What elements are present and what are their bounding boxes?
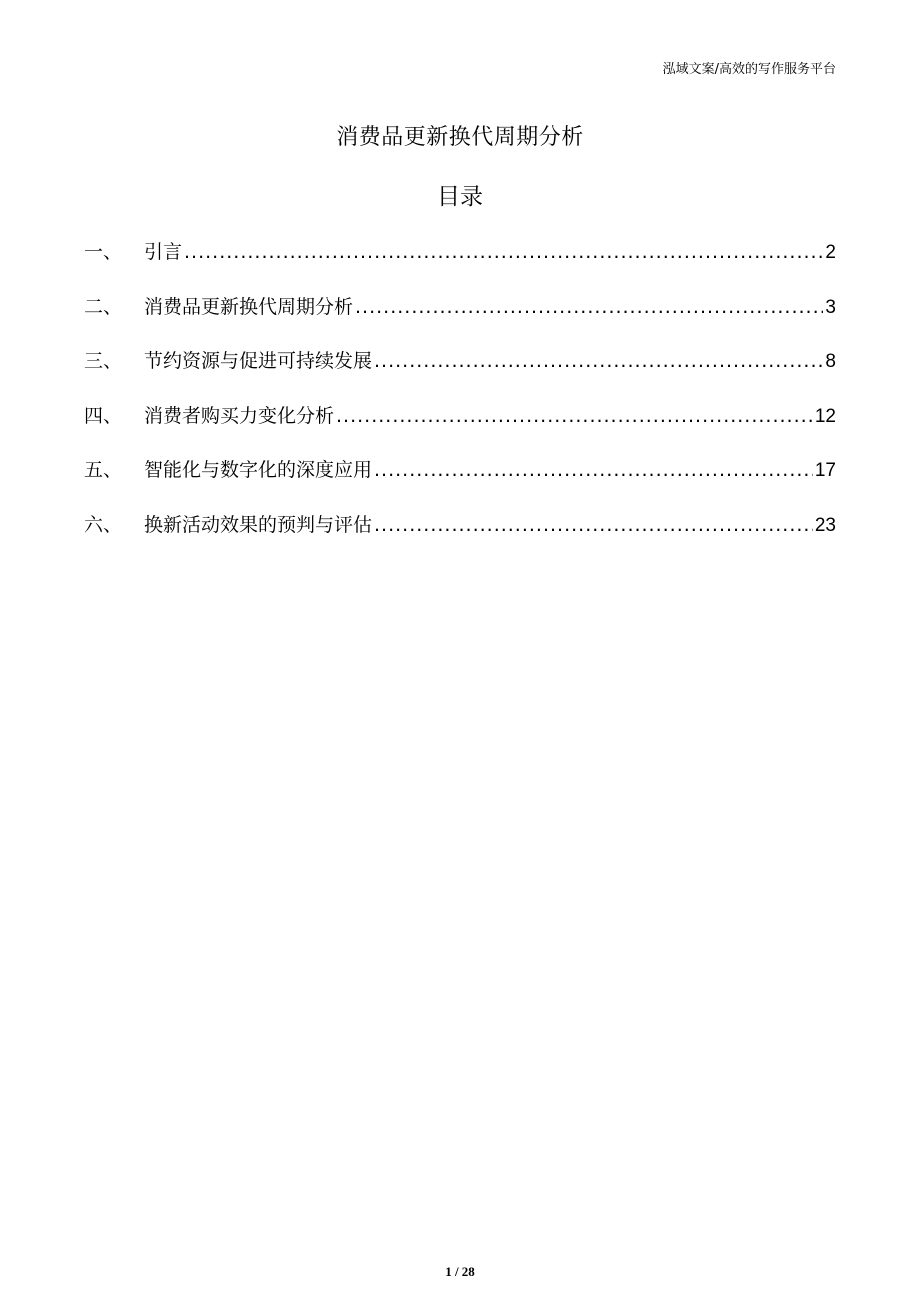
toc-dot-leader bbox=[374, 507, 813, 543]
toc-dot-leader bbox=[374, 452, 813, 488]
toc-entry-number: 六、 bbox=[84, 513, 123, 536]
toc-entry-page: 17 bbox=[814, 460, 836, 482]
toc-dot-leader bbox=[374, 343, 823, 379]
document-title: 消费品更新换代周期分析 bbox=[336, 125, 584, 150]
toc-entry-page: 3 bbox=[825, 296, 836, 318]
toc-entry-number: 三、 bbox=[84, 350, 123, 373]
toc-entry-page: 12 bbox=[814, 405, 836, 427]
toc-entry-text: 节约资源与促进可持续发展 bbox=[144, 350, 373, 373]
toc-entry-page: 2 bbox=[825, 242, 836, 263]
toc-entry[interactable] bbox=[84, 234, 836, 270]
toc-dot-leader bbox=[355, 289, 823, 325]
toc-entry-page: 23 bbox=[814, 514, 836, 536]
toc-entry-number: 二、 bbox=[84, 295, 123, 318]
table-of-contents bbox=[84, 234, 836, 562]
toc-entry-number: 五、 bbox=[84, 459, 123, 482]
toc-entry-number: 一、 bbox=[84, 241, 123, 263]
toc-entry-text: 智能化与数字化的深度应用 bbox=[144, 459, 373, 482]
toc-entry[interactable] bbox=[84, 398, 836, 434]
toc-entry-text: 换新活动效果的预判与评估 bbox=[144, 513, 373, 536]
header-brand: 泓域文案/高效的写作服务平台 bbox=[662, 62, 836, 77]
toc-heading: 目录 bbox=[437, 184, 483, 210]
toc-entry-text: 消费品更新换代周期分析 bbox=[144, 295, 354, 318]
toc-entry-page: 8 bbox=[825, 351, 836, 373]
toc-dot-leader bbox=[184, 234, 823, 270]
toc-entry-text: 引言 bbox=[144, 241, 183, 263]
toc-entry-text: 消费者购买力变化分析 bbox=[144, 404, 335, 427]
toc-entry[interactable] bbox=[84, 507, 836, 543]
toc-dot-leader bbox=[336, 398, 813, 434]
toc-entry[interactable] bbox=[84, 452, 836, 488]
toc-entry[interactable] bbox=[84, 289, 836, 325]
page-number: 1 / 28 bbox=[445, 1264, 475, 1279]
toc-entry[interactable] bbox=[84, 343, 836, 379]
toc-entry-number: 四、 bbox=[84, 404, 123, 427]
